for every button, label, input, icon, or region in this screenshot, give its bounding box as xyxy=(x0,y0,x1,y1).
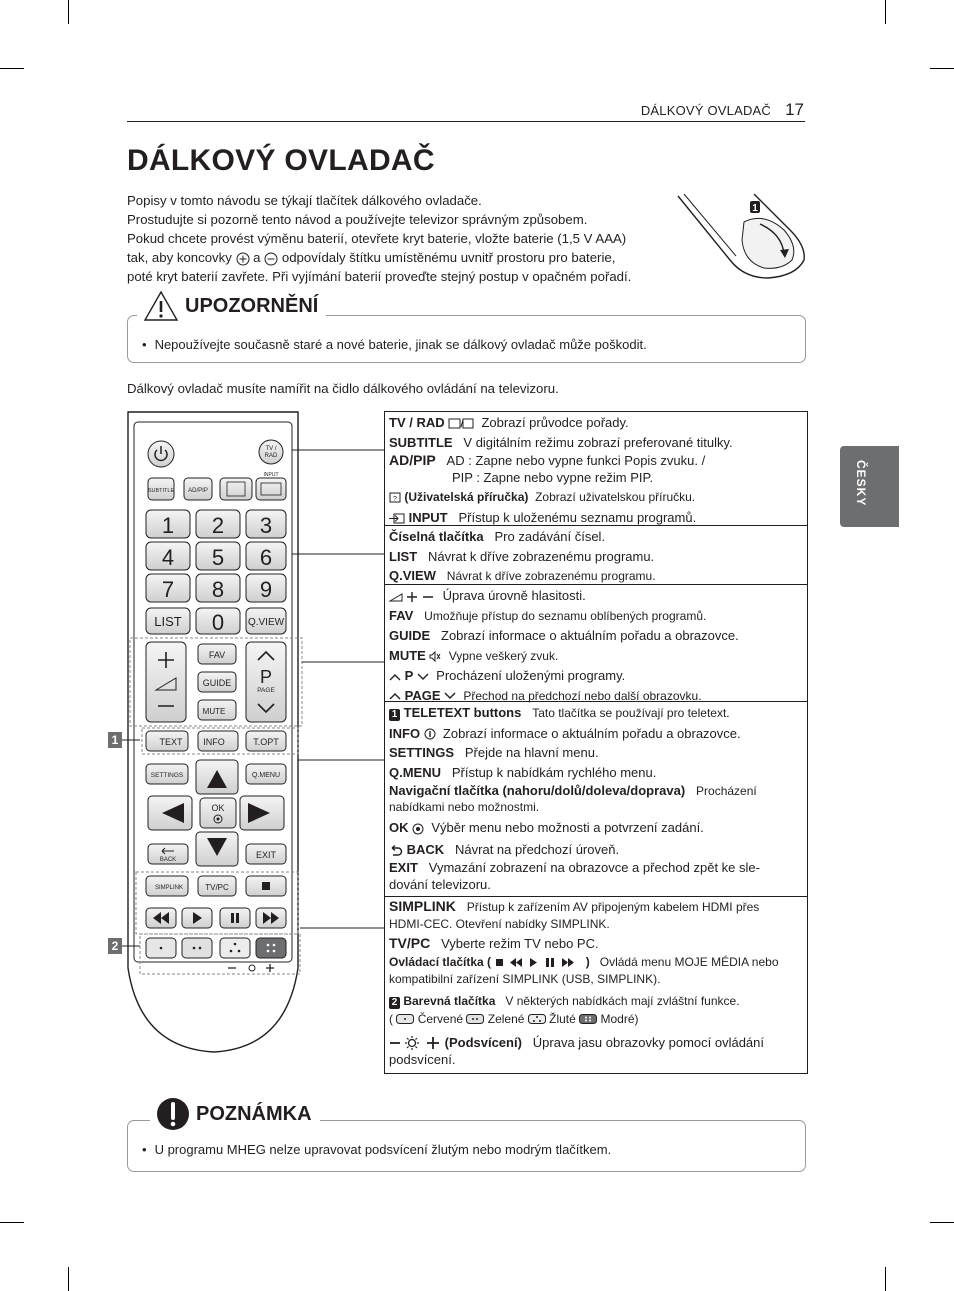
chevron-down-icon xyxy=(444,692,456,700)
page-number: 17 xyxy=(785,100,804,119)
callout-number: 1 xyxy=(111,733,119,747)
crop-mark xyxy=(885,0,886,24)
caution-title: UPOZORNĚNÍ xyxy=(185,294,319,317)
intro-fragment: tak, aby koncovky xyxy=(127,250,232,265)
note-text-content: U programu MHEG nelze upravovat podsvícení žlutým nebo modrým tlačítkem. xyxy=(154,1142,612,1157)
desc-label: INPUT xyxy=(408,509,448,525)
info-label: INFO xyxy=(203,737,225,747)
desc-text: Umožňuje přístup do seznamu oblíbených programů. xyxy=(424,608,707,623)
desc-label: FAV xyxy=(389,607,414,623)
desc-section xyxy=(385,585,807,702)
number-pad xyxy=(146,510,286,602)
desc-text: Zobrazí uživatelskou příručku. xyxy=(535,490,696,504)
desc-text: Pro zadávání čísel. xyxy=(494,529,606,544)
desc-text: dování televizoru. xyxy=(389,877,491,892)
plus-circle-icon xyxy=(236,252,250,266)
intro-line: Prostudujte si pozorně tento návod a používejte televizor správným způsobem. xyxy=(127,212,588,227)
intro-line: poté kryt baterií zavřete. Při vyjímání baterií proveďte stejný postup v opačném pořadí. xyxy=(127,269,632,284)
manual-button[interactable] xyxy=(220,478,252,500)
step-number: 1 xyxy=(752,203,758,214)
intro-text xyxy=(127,191,687,286)
exclamation-icon xyxy=(156,1097,190,1131)
tv-rad-button[interactable] xyxy=(259,440,283,464)
desc-text: Vypne veškerý zvuk. xyxy=(448,648,559,663)
simplink-label: SIMPLINK xyxy=(154,885,184,891)
desc-text: Procházení xyxy=(696,784,757,798)
desc-text: Úprava jasu obrazovky pomocí ovládání xyxy=(532,1034,764,1050)
desc-text: AD : Zapne nebo vypne funkci Popis zvuku. / xyxy=(446,453,706,468)
desc-text: Přístup k nabídkám rychlého menu. xyxy=(451,764,657,780)
desc-label: SETTINGS xyxy=(389,745,455,760)
qview-label: Q.VIEW xyxy=(247,617,285,628)
callout-marker: 2 xyxy=(389,997,400,1009)
crop-mark xyxy=(0,1222,24,1223)
exit-label: EXIT xyxy=(255,850,277,860)
ok-label: OK xyxy=(211,803,225,813)
callout-marker: 1 xyxy=(389,709,400,721)
desc-label: OK xyxy=(389,820,409,835)
color-name: Červené xyxy=(417,1011,464,1026)
crop-mark xyxy=(930,68,954,69)
header-section: DÁLKOVÝ OVLADAČ xyxy=(640,103,771,118)
digit-label: 7 xyxy=(161,577,175,602)
fav-label: FAV xyxy=(208,650,226,660)
desc-text: Vyberte režim TV nebo PC. xyxy=(441,936,599,951)
color-name: Žluté xyxy=(549,1011,576,1026)
crop-mark xyxy=(930,1222,954,1223)
yellow-button-icon xyxy=(528,1014,546,1024)
desc-text: podsvícení. xyxy=(389,1051,456,1067)
note-header xyxy=(150,1097,320,1131)
desc-text: Výběr menu nebo možnosti a potvrzení zadání. xyxy=(431,820,704,835)
tv-rad-icon xyxy=(448,418,474,429)
digit-label: 2 xyxy=(211,513,225,538)
green-button-icon xyxy=(466,1014,484,1024)
backlight-icon xyxy=(389,1036,441,1050)
desc-label: TV/PC xyxy=(389,935,431,951)
zero-label: 0 xyxy=(211,610,225,635)
chevron-up-icon xyxy=(389,692,401,700)
digit-label: 4 xyxy=(161,545,175,570)
desc-label: GUIDE xyxy=(389,628,431,643)
desc-label: PAGE xyxy=(404,687,441,703)
minus-circle-icon xyxy=(264,252,278,266)
intro-fragment: a xyxy=(253,250,261,265)
back-label: BACK xyxy=(159,857,177,863)
desc-text: Tato tlačítka se používají pro teletext. xyxy=(532,706,730,720)
desc-text: V některých nabídkách mají zvláštní funkce. xyxy=(505,993,740,1008)
desc-text: Ovládá menu MOJE MÉDIA nebo xyxy=(599,954,779,969)
intro-line: Popisy v tomto návodu se týkají tlačítek dálkového ovladače. xyxy=(127,193,482,208)
desc-text: Úprava úrovně hlasitosti. xyxy=(442,588,586,603)
desc-text: Přístup k uloženému seznamu programů. xyxy=(458,509,697,525)
crop-mark xyxy=(885,1267,886,1291)
note-title: POZNÁMKA xyxy=(196,1102,312,1125)
caution-text xyxy=(142,337,647,352)
settings-label: SETTINGS xyxy=(150,772,184,779)
topt-label: T.OPT xyxy=(253,737,279,747)
text-label: TEXT xyxy=(159,737,183,747)
battery-cover-illustration xyxy=(672,190,812,282)
caution-text-content: Nepoužívejte současně staré a nové baterie, jinak se dálkový ovladač může poškodit. xyxy=(154,337,647,352)
info-icon xyxy=(424,728,436,740)
intro-fragment: odpovídaly štítku umístěnému uvnitř prostoru pro baterie, xyxy=(281,250,616,265)
digit-label: 5 xyxy=(211,545,225,570)
intro-line: Pokud chcete provést výměnu baterií, otevřete kryt baterie, vložte baterie (1,5 V AAA) xyxy=(127,231,627,246)
caution-box xyxy=(127,294,806,363)
desc-text: Vymazání zobrazení na obrazovce a přechod zpět ke sle- xyxy=(428,860,760,875)
desc-text: Návrat na předchozí úroveň. xyxy=(455,841,620,857)
desc-text: nabídkami nebo možnostmi. xyxy=(389,800,540,814)
crop-mark xyxy=(68,0,69,24)
p-label: P xyxy=(259,667,273,687)
blue-button-icon xyxy=(579,1014,597,1024)
crop-mark xyxy=(68,1267,69,1291)
desc-label: Barevná tlačítka xyxy=(403,993,496,1008)
aim-instruction: Dálkový ovladač musíte namířit na čidlo dálkového ovládání na televizoru. xyxy=(127,381,559,396)
desc-label: Q.MENU xyxy=(389,764,441,780)
manual-icon xyxy=(389,492,401,503)
desc-label: (Podsvícení) xyxy=(444,1034,522,1050)
language-tab xyxy=(840,446,899,527)
green-button[interactable] xyxy=(182,938,212,958)
chevron-down-icon xyxy=(417,673,429,681)
button-description-table xyxy=(384,411,808,1074)
desc-section xyxy=(385,526,807,585)
desc-label: SUBTITLE xyxy=(389,434,453,450)
intro-line xyxy=(127,248,687,267)
desc-text: Přístup k zařízením AV připojeným kabelem HDMI přes xyxy=(466,900,760,914)
list-label: LIST xyxy=(154,614,182,629)
desc-text: Přejde na hlavní menu. xyxy=(464,745,599,760)
guide-label: GUIDE xyxy=(202,678,232,688)
caution-header xyxy=(137,290,326,322)
ok-icon xyxy=(412,823,424,835)
digit-label: 3 xyxy=(259,513,273,538)
desc-label: ) xyxy=(585,954,590,969)
desc-text: HDMI-CEC. Otevření nabídky SIMPLINK. xyxy=(389,917,610,931)
yellow-button[interactable] xyxy=(220,938,250,958)
mute-label: MUTE xyxy=(202,707,226,716)
desc-text: Přechod na předchozí nebo další obrazovku. xyxy=(463,688,702,703)
desc-text: PIP : Zapne nebo vypne režim PIP. xyxy=(452,470,654,485)
desc-text: Návrat k dříve zobrazenému programu. xyxy=(446,569,656,583)
desc-text: kompatibilní zařízení SIMPLINK (USB, SIMPLINK). xyxy=(389,971,661,986)
color-name: Zelené xyxy=(487,1011,525,1026)
desc-label: INFO xyxy=(389,725,421,741)
volume-icon xyxy=(389,591,439,603)
note-box xyxy=(127,1102,806,1172)
desc-label: MUTE xyxy=(389,647,426,663)
crop-mark xyxy=(0,68,24,69)
desc-label: Navigační tlačítka (nahoru/dolů/doleva/doprava) xyxy=(389,783,686,798)
subtitle-label: SUBTITLE xyxy=(147,488,175,494)
desc-section xyxy=(385,702,807,897)
digit-label: 6 xyxy=(259,545,273,570)
desc-section xyxy=(385,412,807,526)
desc-label: LIST xyxy=(389,548,418,564)
chevron-up-icon xyxy=(389,673,401,681)
desc-label: SIMPLINK xyxy=(389,898,456,914)
desc-label: TV / RAD xyxy=(389,415,445,430)
adpip-label: AD/PIP xyxy=(188,488,208,494)
qmenu-label: Q.MENU xyxy=(252,772,280,779)
warning-triangle-icon xyxy=(143,290,179,322)
desc-section: SIMPLINK Přístup k zařízením AV připojeným kabelem HDMI přes HDMI-CEC. Otevření nabídky SIMPLINK. TV/PC Vyberte režim TV nebo PC. Ovládací tlačítka ( ) Ovládá menu MOJE MÉDIA nebo kompatibilní zařízení SIMPLINK (USB, SIMPLINK). 2 Barevná tlačítka V některých nabídkách mají zvláštní funkce. ( Červené Zelené Žluté Modré) (Podsvícení) Úprava jasu obrazovky pomocí ovládání podsvícení. xyxy=(389,898,779,1067)
note-text xyxy=(142,1142,611,1157)
desc-label: (Uživatelská příručka) xyxy=(404,490,529,504)
desc-text: Návrat k dříve zobrazenému programu. xyxy=(428,548,655,564)
callout-number: 2 xyxy=(111,939,119,953)
desc-label: BACK xyxy=(406,841,445,857)
media-controls-icon xyxy=(494,957,582,968)
desc-text: V digitálním režimu zobrazí preferované titulky. xyxy=(463,434,733,450)
red-button-icon xyxy=(396,1014,414,1024)
desc-text: Zobrazí informace o aktuálním pořadu a obrazovce. xyxy=(442,725,741,741)
digit-label: 1 xyxy=(161,513,175,538)
page-header xyxy=(127,101,805,122)
svg-text:?: ? xyxy=(393,496,397,504)
desc-label: AD/PIP xyxy=(389,452,436,468)
desc-label: TELETEXT buttons xyxy=(403,705,522,720)
language-tab-label: ČESKY xyxy=(854,460,868,507)
input-label: INPUT xyxy=(263,472,279,478)
input-icon xyxy=(389,513,405,524)
back-icon xyxy=(389,845,403,856)
color-name: Modré xyxy=(600,1011,635,1026)
desc-label: Číselná tlačítka xyxy=(389,529,484,544)
desc-label: P xyxy=(404,668,414,683)
pause-button[interactable] xyxy=(220,908,250,928)
desc-text: Zobrazí informace o aktuálním pořadu a obrazovce. xyxy=(441,628,739,643)
input-button[interactable] xyxy=(256,478,286,500)
page-label: PAGE xyxy=(257,687,275,694)
desc-text: Procházení uloženými programy. xyxy=(436,668,626,683)
page-title: DÁLKOVÝ OVLADAČ xyxy=(127,144,435,177)
desc-text: Zobrazí průvodce pořady. xyxy=(481,415,629,430)
digit-label: 8 xyxy=(211,577,225,602)
mute-icon xyxy=(429,651,441,662)
digit-label: 9 xyxy=(259,577,273,602)
remote-control-illustration xyxy=(111,408,382,1056)
rad-label: RAD xyxy=(264,453,278,459)
desc-label: EXIT xyxy=(389,860,418,875)
desc-label: Ovládací tlačítka ( xyxy=(389,954,492,969)
blue-button[interactable] xyxy=(256,938,286,958)
desc-label: Q.VIEW xyxy=(389,568,436,583)
tv-label: TV / xyxy=(265,446,277,452)
tvpc-label: TV/PC xyxy=(205,883,229,892)
